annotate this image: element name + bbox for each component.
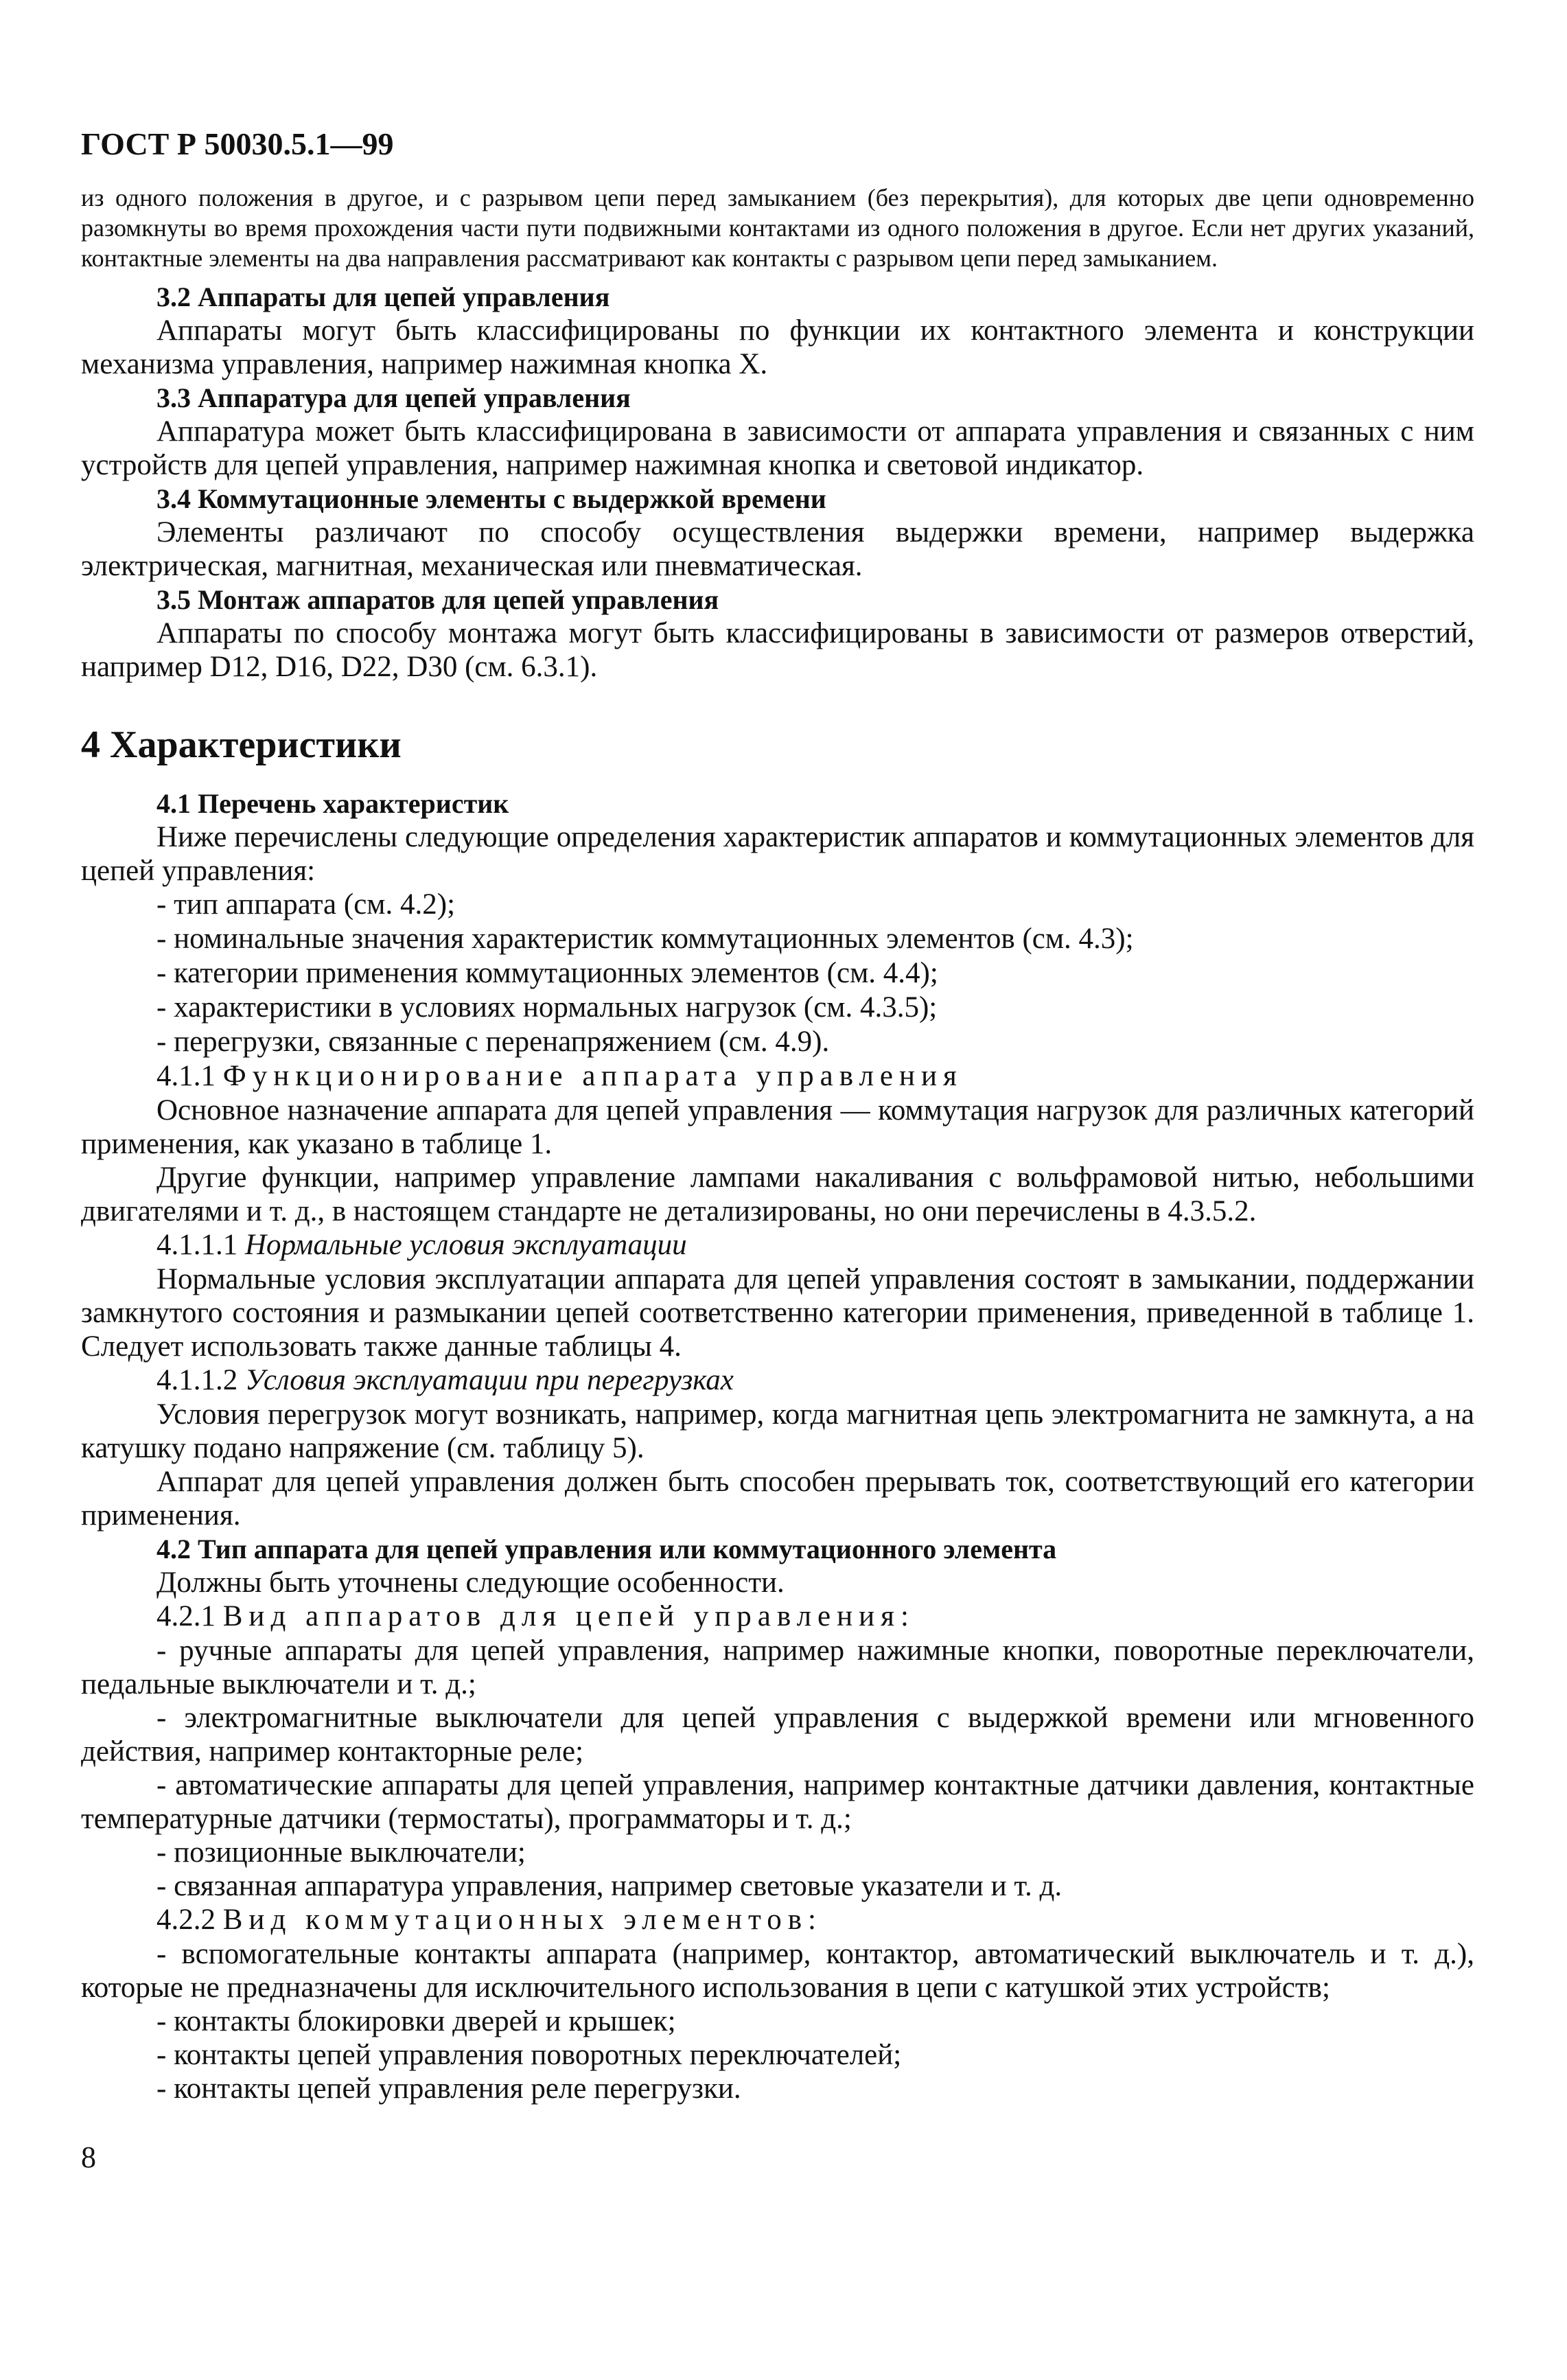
list-item: - контакты цепей управления поворотных переключателей; <box>156 2039 902 2071</box>
list-item: - автоматические аппараты для цепей управления, например контактные датчики давления, контактные температурные датчики (термостаты), программаторы и т. д.; <box>81 1769 1474 1835</box>
list-item: - ручные аппараты для цепей управления, например нажимные кнопки, поворотные переключатели, педальные выключатели и т. д.; <box>81 1634 1474 1700</box>
section-4-1-1-1-text: Нормальные условия эксплуатации аппарата для цепей управления состоят в замыкании, поддержании замкнутого состояния и размыкании цепей соответственно категории применения, приведенной в таблице 1. Следует использовать также данные таблицы 4. <box>81 1263 1474 1363</box>
list-item: - вспомогательные контакты аппарата (например, контактор, автоматический выключатель и т. д.), которые не предназначены для исключительного использования в цепи с катушкой этих устройств; <box>81 1938 1474 2004</box>
list-item: - позиционные выключатели; <box>156 1836 526 1869</box>
list-item: - контакты блокировки дверей и крышек; <box>156 2005 676 2037</box>
section-4-heading: 4 Характеристики <box>81 724 402 766</box>
section-4-1-1-1-number: 4.1.1.1 <box>156 1229 238 1261</box>
section-4-1-1-number: 4.1.1 <box>156 1060 216 1092</box>
section-4-2-1-number: 4.2.1 <box>156 1600 216 1632</box>
list-item: - категории применения коммутационных элементов (см. 4.4); <box>156 957 938 989</box>
section-3-3 <box>81 381 1474 482</box>
section-4-1-1-paragraph-1: Основное назначение аппарата для цепей управления — коммутация нагрузок для различных категорий применения, как указано в таблице 1. <box>81 1094 1474 1160</box>
list-item: - перегрузки, связанные с перенапряжением (см. 4.9). <box>156 1026 830 1058</box>
intro-paragraph: из одного положения в другое, и с разрывом цепи перед замыканием (без перекрытия), для которых две цепи одновременно разомкнуты во время прохождения части пути подвижными контактами из одного положения в другое. Если нет других указаний, контактные элементы на два направления рассматривают как контакты с разрывом цепи перед замыканием. <box>81 184 1474 272</box>
section-4-2-1-title-line <box>81 1599 1474 1634</box>
list-item: - номинальные значения характеристик коммутационных элементов (см. 4.3); <box>156 923 1134 955</box>
section-4-1-title: 4.1 Перечень характеристик <box>156 788 509 819</box>
section-4-1-1-2-title: Условия эксплуатации при перегрузках <box>245 1364 734 1396</box>
section-4-1-1-2-paragraph-1: Условия перегрузок могут возникать, например, когда магнитная цепь электромагнита не замкнута, а на катушку подано напряжение (см. таблицу 5). <box>81 1398 1474 1464</box>
section-4-2-2-title: Вид коммутационных элементов: <box>222 1904 822 1936</box>
section-3-2 <box>81 280 1474 381</box>
list-item: - электромагнитные выключатели для цепей управления с выдержкой времени или мгновенного действия, например контакторные реле; <box>81 1702 1474 1768</box>
section-3-3-title: 3.3 Аппаратура для цепей управления <box>156 382 631 413</box>
page-number: 8 <box>81 2140 96 2174</box>
section-4-2-1 <box>81 1599 1474 1903</box>
section-3-2-title: 3.2 Аппараты для цепей управления <box>156 281 610 312</box>
section-3-4 <box>81 482 1474 583</box>
list-item: - характеристики в условиях нормальных нагрузок (см. 4.3.5); <box>156 991 938 1024</box>
section-4-2-2-title-line <box>81 1903 1474 1937</box>
section-3-3-text: Аппаратура может быть классифицирована в зависимости от аппарата управления и связанных с ним устройств для цепей управления, например нажимная кнопка и световой индикатор. <box>81 415 1474 481</box>
section-3-5-text: Аппараты по способу монтажа могут быть классифицированы в зависимости от размеров отверстий, например D12, D16, D22, D30 (см. 6.3.1). <box>81 617 1474 683</box>
section-4-1-1-1 <box>81 1228 1474 1363</box>
document-page <box>81 124 1474 2105</box>
section-4-2 <box>81 1532 1474 1599</box>
document-header: ГОСТ Р 50030.5.1—99 <box>81 126 394 161</box>
list-item: - контакты цепей управления реле перегрузки. <box>156 2072 741 2105</box>
section-4-2-title: 4.2 Тип аппарата для цепей управления или коммутационного элемента <box>156 1534 1057 1564</box>
section-3-2-text: Аппараты могут быть классифицированы по функции их контактного элемента и конструкции механизма управления, например нажимная кнопка X. <box>81 314 1474 380</box>
section-4-1 <box>81 787 1474 1059</box>
list-item: - тип аппарата (см. 4.2); <box>156 888 456 921</box>
section-4-1-1-2-title-line <box>81 1363 1474 1398</box>
section-4-1-1-paragraph-2: Другие функции, например управление лампами накаливания с вольфрамовой нитью, небольшими двигателями и т. д., в настоящем стандарте не детализированы, но они перечислены в 4.3.5.2. <box>81 1162 1474 1227</box>
section-3-4-text: Элементы различают по способу осуществления выдержки времени, например выдержка электрическая, магнитная, механическая или пневматическая. <box>81 516 1474 582</box>
section-4-1-1-title: Функционирование аппарата управления <box>222 1060 963 1092</box>
section-4-1-text: Ниже перечислены следующие определения характеристик аппаратов и коммутационных элементов для цепей управления: <box>81 821 1474 887</box>
section-4-1-1 <box>81 1059 1474 1228</box>
section-4-1-1-2-number: 4.1.1.2 <box>156 1364 238 1396</box>
section-3-4-title: 3.4 Коммутационные элементы с выдержкой времени <box>156 483 826 514</box>
section-4-2-2 <box>81 1903 1474 2105</box>
section-4-2-2-number: 4.2.2 <box>156 1904 216 1936</box>
section-3-5 <box>81 583 1474 684</box>
section-4-1-1-1-title: Нормальные условия эксплуатации <box>245 1229 687 1261</box>
section-4-1-1-2 <box>81 1363 1474 1532</box>
section-3-5-title: 3.5 Монтаж аппаратов для цепей управления <box>156 584 719 615</box>
section-4-1-1-title-line <box>81 1059 1474 1094</box>
section-4-1-1-2-paragraph-2: Аппарат для цепей управления должен быть способен прерывать ток, соответствующий его категории применения. <box>81 1466 1474 1532</box>
section-4-1-1-1-title-line <box>81 1228 1474 1262</box>
list-item: - связанная аппаратура управления, например световые указатели и т. д. <box>156 1870 1063 1902</box>
section-4-2-1-title: Вид аппаратов для цепей управления: <box>222 1600 915 1632</box>
section-4-2-text: Должны быть уточнены следующие особенности. <box>156 1567 785 1599</box>
